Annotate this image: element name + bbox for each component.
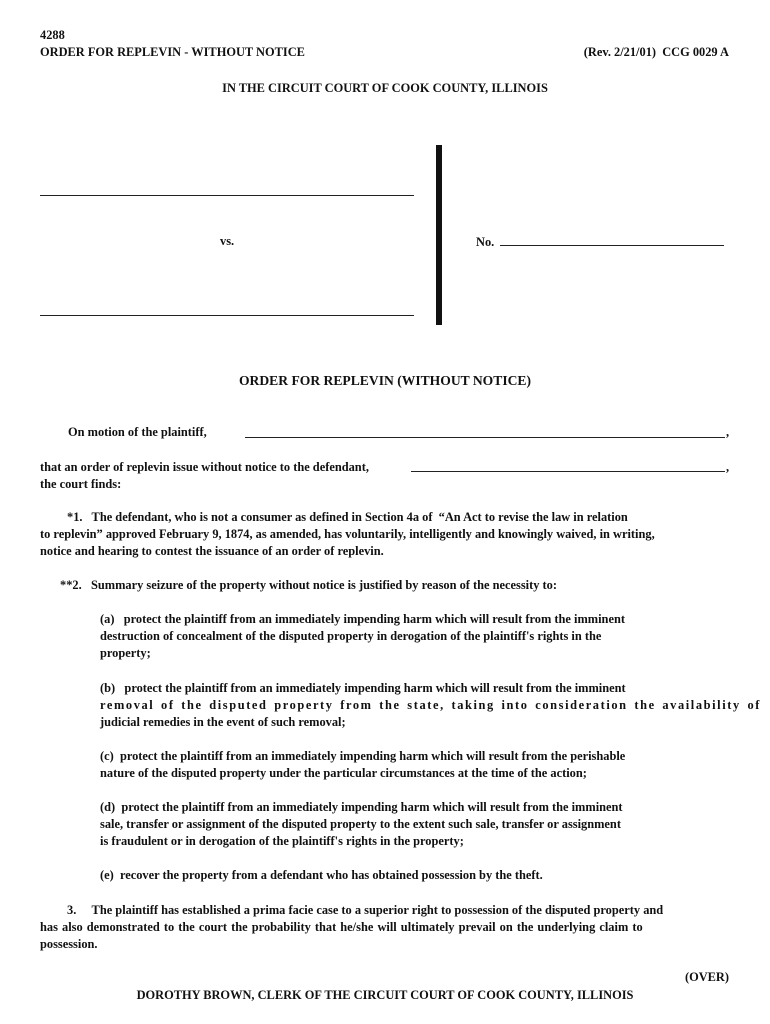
motion-comma-2: , <box>726 460 730 474</box>
form-number: 4288 <box>40 28 65 42</box>
clerk-footer: DOROTHY BROWN, CLERK OF THE CIRCUIT COURT OF COOK COUNTY, ILLINOIS <box>136 988 634 1002</box>
finding-3-line-1: 3. The plaintiff has established a prima facie case to a superior right to possession of the disputed property and <box>67 903 664 917</box>
finding-2-intro: **2. Summary seizure of the property without notice is justified by reason of the necessity to: <box>60 578 557 592</box>
plaintiff-motion-line[interactable] <box>245 437 725 438</box>
finding-2c-line-2: nature of the disputed property under the particular circumstances at the time of the action; <box>100 766 587 780</box>
finding-2d-line-3: is fraudulent or in derogation of the plaintiff's rights in the property; <box>100 834 464 848</box>
court-finds-label: the court finds: <box>40 477 122 491</box>
finding-1-line-2: to replevin” approved February 9, 1874, as amended, has voluntarily, intelligently and knowingly waived, in writing, <box>40 527 655 541</box>
form-title: ORDER FOR REPLEVIN - WITHOUT NOTICE <box>40 45 305 59</box>
finding-2d-line-1: (d) protect the plaintiff from an immediately impending harm which will result from the imminent <box>100 800 623 814</box>
finding-2b-line-3: judicial remedies in the event of such removal; <box>100 715 346 729</box>
finding-3-line-2: has also demonstrated to the court the probability that he/she will ultimately prevail on the underlying claim to <box>40 920 643 934</box>
order-title: ORDER FOR REPLEVIN (WITHOUT NOTICE) <box>238 373 532 388</box>
finding-2c-line-1: (c) protect the plaintiff from an immediately impending harm which will result from the perishable <box>100 749 626 763</box>
finding-2e-line-1: (e) recover the property from a defendant who has obtained possession by the theft. <box>100 868 543 882</box>
form-revision: (Rev. 2/21/01) CCG 0029 A <box>583 45 729 59</box>
finding-2b-line-2: removal of the disputed property from the state, taking into consideration the availability of <box>100 698 761 712</box>
finding-2a-line-2: destruction of concealment of the disputed property in derogation of the plaintiff's rights in the <box>100 629 602 643</box>
case-number-line[interactable] <box>500 245 724 246</box>
plaintiff-name-line[interactable] <box>40 195 414 196</box>
finding-1-line-3: notice and hearing to contest the issuance of an order of replevin. <box>40 544 384 558</box>
over-label: (OVER) <box>684 970 729 984</box>
defendant-name-line[interactable] <box>40 315 414 316</box>
finding-2a-line-3: property; <box>100 646 151 660</box>
motion-comma-1: , <box>726 425 730 439</box>
defendant-motion-line[interactable] <box>411 471 725 472</box>
finding-2a-line-1: (a) protect the plaintiff from an immediately impending harm which will result from the imminent <box>100 612 625 626</box>
caption-divider <box>436 145 442 325</box>
finding-3-line-3: possession. <box>40 937 98 951</box>
finding-1-line-1: *1. The defendant, who is not a consumer as defined in Section 4a of “An Act to revise the law in relation <box>67 510 628 524</box>
motion-defendant-label: that an order of replevin issue without notice to the defendant, <box>40 460 369 474</box>
finding-2d-line-2: sale, transfer or assignment of the disputed property to the extent such sale, transfer or assignment <box>100 817 621 831</box>
finding-2b-line-1: (b) protect the plaintiff from an immediately impending harm which will result from the imminent <box>100 681 626 695</box>
court-name: IN THE CIRCUIT COURT OF COOK COUNTY, ILLINOIS <box>222 81 548 95</box>
motion-plaintiff-label: On motion of the plaintiff, <box>68 425 207 439</box>
versus-label: vs. <box>220 234 235 248</box>
case-number-label: No. <box>476 235 495 249</box>
